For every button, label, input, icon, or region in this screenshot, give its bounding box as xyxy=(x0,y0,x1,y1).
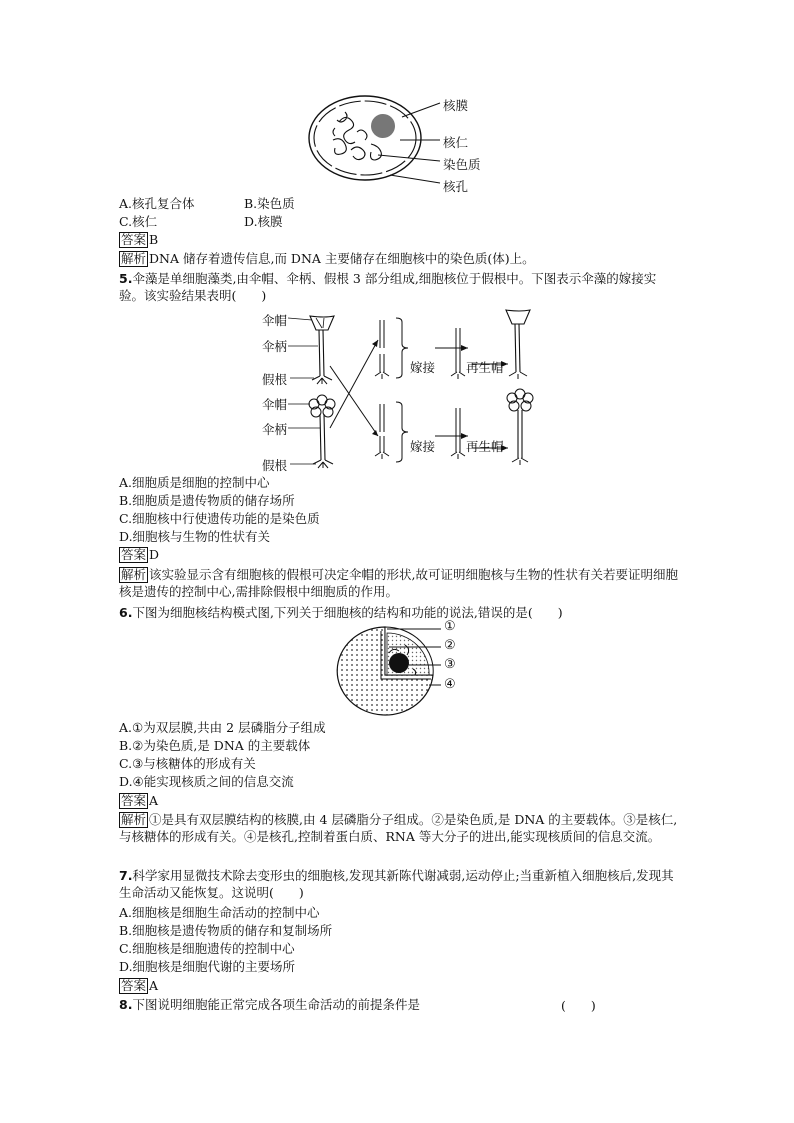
label-graft-top: 嫁接 xyxy=(410,360,436,375)
q5-option-b: B.细胞质是遗传物质的储存场所 xyxy=(119,493,295,508)
answer-text: A xyxy=(149,978,159,993)
option-d: D.核膜 xyxy=(244,214,283,229)
q4-answer xyxy=(119,231,158,248)
answer-text: B xyxy=(149,232,159,247)
q6-stem xyxy=(119,604,679,621)
option-b: B.染色质 xyxy=(244,196,295,211)
label-rhizoid-top: 假根 xyxy=(262,372,288,387)
question-number: 6. xyxy=(119,605,133,620)
analysis-tag: 解析 xyxy=(121,812,147,827)
label-regen-top: 再生帽 xyxy=(466,360,504,375)
analysis-tag: 解析 xyxy=(121,567,147,582)
q4-analysis xyxy=(119,250,535,267)
analysis-text: 该实验显示含有细胞核的假根可决定伞帽的形状,故可证明细胞核与生物的性状有关若要证明细胞核是遗传的控制中心,需排除假根中细胞质的作用。 xyxy=(119,567,678,599)
q4-options-row1 xyxy=(119,195,295,212)
answer-tag: 答案 xyxy=(121,978,147,993)
label-nuclear-pore: 核孔 xyxy=(443,179,469,194)
q7-stem xyxy=(119,867,679,901)
q5-stem xyxy=(119,270,679,304)
label-1: ① xyxy=(444,619,456,634)
question-text: 下图说明细胞能正常完成各项生命活动的前提条件是 xyxy=(132,997,420,1012)
option-a: A.核孔复合体 xyxy=(119,196,195,211)
question-text: 下图为细胞核结构模式图,下列关于细胞核的结构和功能的说法,错误的是( ) xyxy=(132,605,563,620)
question-number: 7. xyxy=(119,868,133,883)
q8-answer-blank: ( ) xyxy=(561,998,596,1013)
answer-tag: 答案 xyxy=(121,547,147,562)
label-4: ④ xyxy=(444,677,456,692)
label-stalk-bottom: 伞柄 xyxy=(262,422,288,437)
q6-option-a: A.①为双层膜,共由 2 层磷脂分子组成 xyxy=(119,720,326,735)
q8-stem xyxy=(119,996,420,1013)
analysis-text: ①是具有双层膜结构的核膜,由 4 层磷脂分子组成。②是染色质,是 DNA 的主要载体。③是核仁,与核糖体的形成有关。④是核孔,控制着蛋白质、RNA 等大分子的进出,能实现核质间的信息交流。 xyxy=(119,812,678,844)
q6-option-c: C.③与核糖体的形成有关 xyxy=(119,756,256,771)
q5-option-a: A.细胞质是细胞的控制中心 xyxy=(119,475,270,490)
question-number: 5. xyxy=(119,271,133,286)
q7-answer xyxy=(119,977,158,994)
q5-answer xyxy=(119,546,159,563)
q7-option-c: C.细胞核是细胞遗传的控制中心 xyxy=(119,941,295,956)
option-c: C.核仁 xyxy=(119,214,158,229)
q7-option-b: B.细胞核是遗传物质的储存和复制场所 xyxy=(119,923,333,938)
label-2: ② xyxy=(444,638,456,653)
label-stalk-top: 伞柄 xyxy=(262,339,288,354)
label-regen-bottom: 再生帽 xyxy=(466,439,504,454)
label-cap-bottom: 伞帽 xyxy=(262,397,288,412)
q6-option-d: D.④能实现核质之间的信息交流 xyxy=(119,774,294,789)
answer-tag: 答案 xyxy=(121,793,147,808)
q7-option-d: D.细胞核是细胞代谢的主要场所 xyxy=(119,959,296,974)
question-text: 科学家用显微技术除去变形虫的细胞核,发现其新陈代谢减弱,运动停止;当重新植入细胞核后,发现其生命活动又能恢复。这说明( ) xyxy=(119,868,674,900)
answer-text: D xyxy=(149,547,160,562)
q6-analysis xyxy=(119,811,679,845)
q7-option-a: A.细胞核是细胞生命活动的控制中心 xyxy=(119,905,320,920)
label-rhizoid-bottom: 假根 xyxy=(262,458,288,473)
label-3: ③ xyxy=(444,657,456,672)
nucleus-leader-lines xyxy=(400,95,445,190)
question-number: 8. xyxy=(119,997,133,1012)
answer-text: A xyxy=(149,793,159,808)
q6-answer xyxy=(119,792,158,809)
question-text: 伞藻是单细胞藻类,由伞帽、伞柄、假根 3 部分组成,细胞核位于假根中。下图表示伞藻的嫁接实验。该实验结果表明( ) xyxy=(119,271,657,303)
q4-options-row2 xyxy=(119,213,283,230)
cutaway-leader-lines xyxy=(385,625,445,695)
label-nucleolus: 核仁 xyxy=(443,135,469,150)
q5-analysis xyxy=(119,566,679,600)
q5-option-d: D.细胞核与生物的性状有关 xyxy=(119,529,271,544)
label-nuclear-membrane: 核膜 xyxy=(443,98,469,113)
analysis-tag: 解析 xyxy=(121,251,147,266)
label-chromatin: 染色质 xyxy=(443,157,481,172)
q6-option-b: B.②为染色质,是 DNA 的主要载体 xyxy=(119,738,311,753)
answer-tag: 答案 xyxy=(121,232,147,247)
analysis-text: DNA 储存着遗传信息,而 DNA 主要储存在细胞核中的染色质(体)上。 xyxy=(149,251,535,266)
q5-option-c: C.细胞核中行使遗传功能的是染色质 xyxy=(119,511,320,526)
label-cap-top: 伞帽 xyxy=(262,313,288,328)
label-graft-bottom: 嫁接 xyxy=(410,439,436,454)
